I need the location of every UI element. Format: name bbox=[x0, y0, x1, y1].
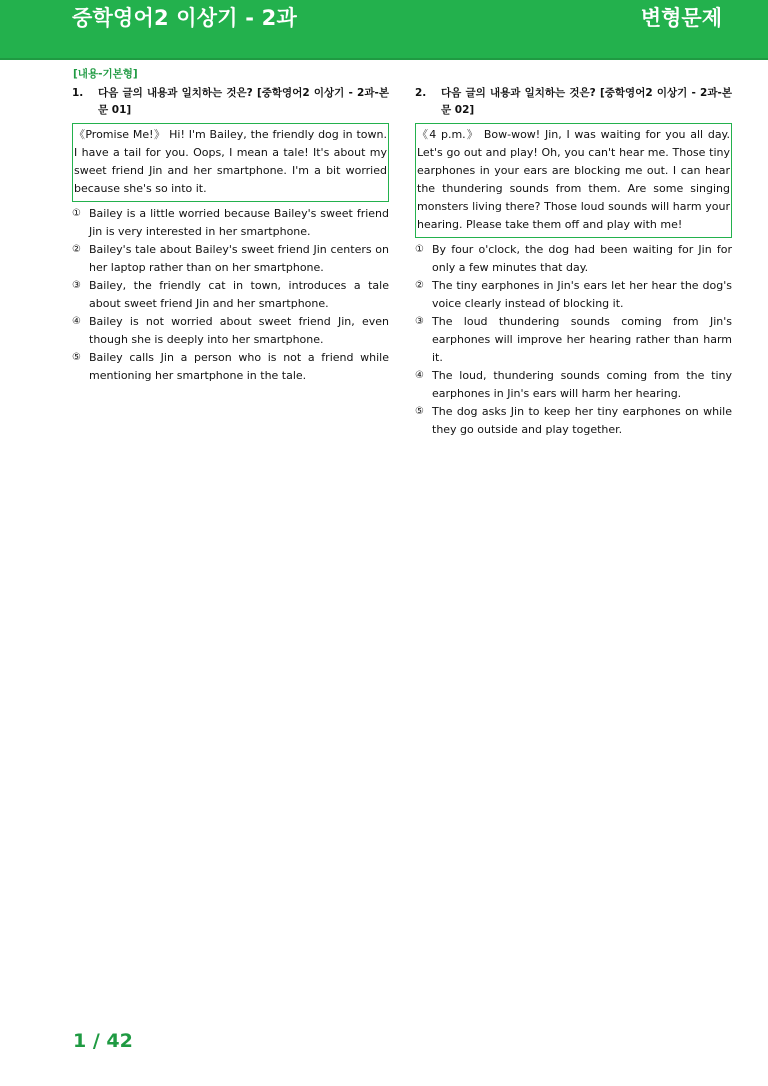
option-text: The tiny earphones in Jin's ears let her hear the dog's voice clearly instead of blocking it. bbox=[432, 279, 732, 310]
answer-option[interactable] bbox=[72, 277, 389, 313]
question-1-prompt: 다음 글의 내용과 일치하는 것은? [중학영어2 이상기 - 2과-본문 01] bbox=[98, 87, 389, 116]
question-1-header bbox=[72, 85, 389, 119]
option-text: By four o'clock, the dog had been waiting for Jin for only a few minutes that day. bbox=[432, 243, 732, 274]
option-text: Bailey is not worried about sweet friend Jin, even though she is deeply into her smartphone. bbox=[89, 315, 389, 346]
question-2-passage: 《4 p.m.》 Bow-wow! Jin, I was waiting for you all day. Let's go out and play! Oh, you can't hear me. Those tiny earphones in your ears are blocking me out. I can hear the thundering sounds from them. Are some singing monsters living there? Those loud sounds will harm your hearing. Please take them off and play with me! bbox=[415, 123, 732, 238]
question-1-number: 1. bbox=[72, 87, 84, 99]
option-number: ① bbox=[72, 208, 81, 219]
document-type-label: 변형문제 bbox=[640, 6, 722, 30]
question-category: [내용-기본형] bbox=[73, 68, 138, 80]
question-1 bbox=[72, 85, 389, 385]
option-number: ⑤ bbox=[415, 406, 424, 417]
answer-option[interactable] bbox=[415, 367, 732, 403]
question-2-prompt: 다음 글의 내용과 일치하는 것은? [중학영어2 이상기 - 2과-본문 02] bbox=[441, 87, 732, 116]
option-text: Bailey is a little worried because Bailey's sweet friend Jin is very interested in her smartphone. bbox=[89, 207, 389, 238]
document-title: 중학영어2 이상기 - 2과 bbox=[72, 6, 297, 30]
answer-option[interactable] bbox=[415, 277, 732, 313]
option-text: Bailey, the friendly cat in town, introduces a tale about sweet friend Jin and her smartphone. bbox=[89, 279, 389, 310]
question-1-passage: 《Promise Me!》 Hi! I'm Bailey, the friendly dog in town. I have a tail for you. Oops, I mean a tale! It's about my sweet friend Jin and her smartphone. I'm a bit worried because she's so into it. bbox=[72, 123, 389, 202]
answer-option[interactable] bbox=[415, 241, 732, 277]
question-2-header bbox=[415, 85, 732, 119]
answer-option[interactable] bbox=[72, 205, 389, 241]
answer-option[interactable] bbox=[72, 313, 389, 349]
option-number: ④ bbox=[415, 370, 424, 381]
option-text: The loud, thundering sounds coming from the tiny earphones in Jin's ears will harm her hearing. bbox=[432, 369, 732, 400]
option-number: ③ bbox=[415, 316, 424, 327]
page-header bbox=[0, 0, 768, 60]
option-text: Bailey's tale about Bailey's sweet friend Jin centers on her laptop rather than on her smartphone. bbox=[89, 243, 389, 274]
option-number: ⑤ bbox=[72, 352, 81, 363]
page-number: 1 / 42 bbox=[73, 1030, 133, 1052]
answer-option[interactable] bbox=[415, 313, 732, 367]
option-number: ③ bbox=[72, 280, 81, 291]
answer-option[interactable] bbox=[415, 403, 732, 439]
question-2-options bbox=[415, 241, 732, 439]
option-number: ④ bbox=[72, 316, 81, 327]
answer-option[interactable] bbox=[72, 241, 389, 277]
question-1-options bbox=[72, 205, 389, 385]
option-text: The dog asks Jin to keep her tiny earphones on while they go outside and play together. bbox=[432, 405, 732, 436]
option-number: ① bbox=[415, 244, 424, 255]
question-2-number: 2. bbox=[415, 87, 427, 99]
option-text: Bailey calls Jin a person who is not a friend while mentioning her smartphone in the tale. bbox=[89, 351, 389, 382]
option-text: The loud thundering sounds coming from Jin's earphones will improve her hearing rather than harm it. bbox=[432, 315, 732, 364]
answer-option[interactable] bbox=[72, 349, 389, 385]
option-number: ② bbox=[72, 244, 81, 255]
option-number: ② bbox=[415, 280, 424, 291]
question-2 bbox=[415, 85, 732, 439]
